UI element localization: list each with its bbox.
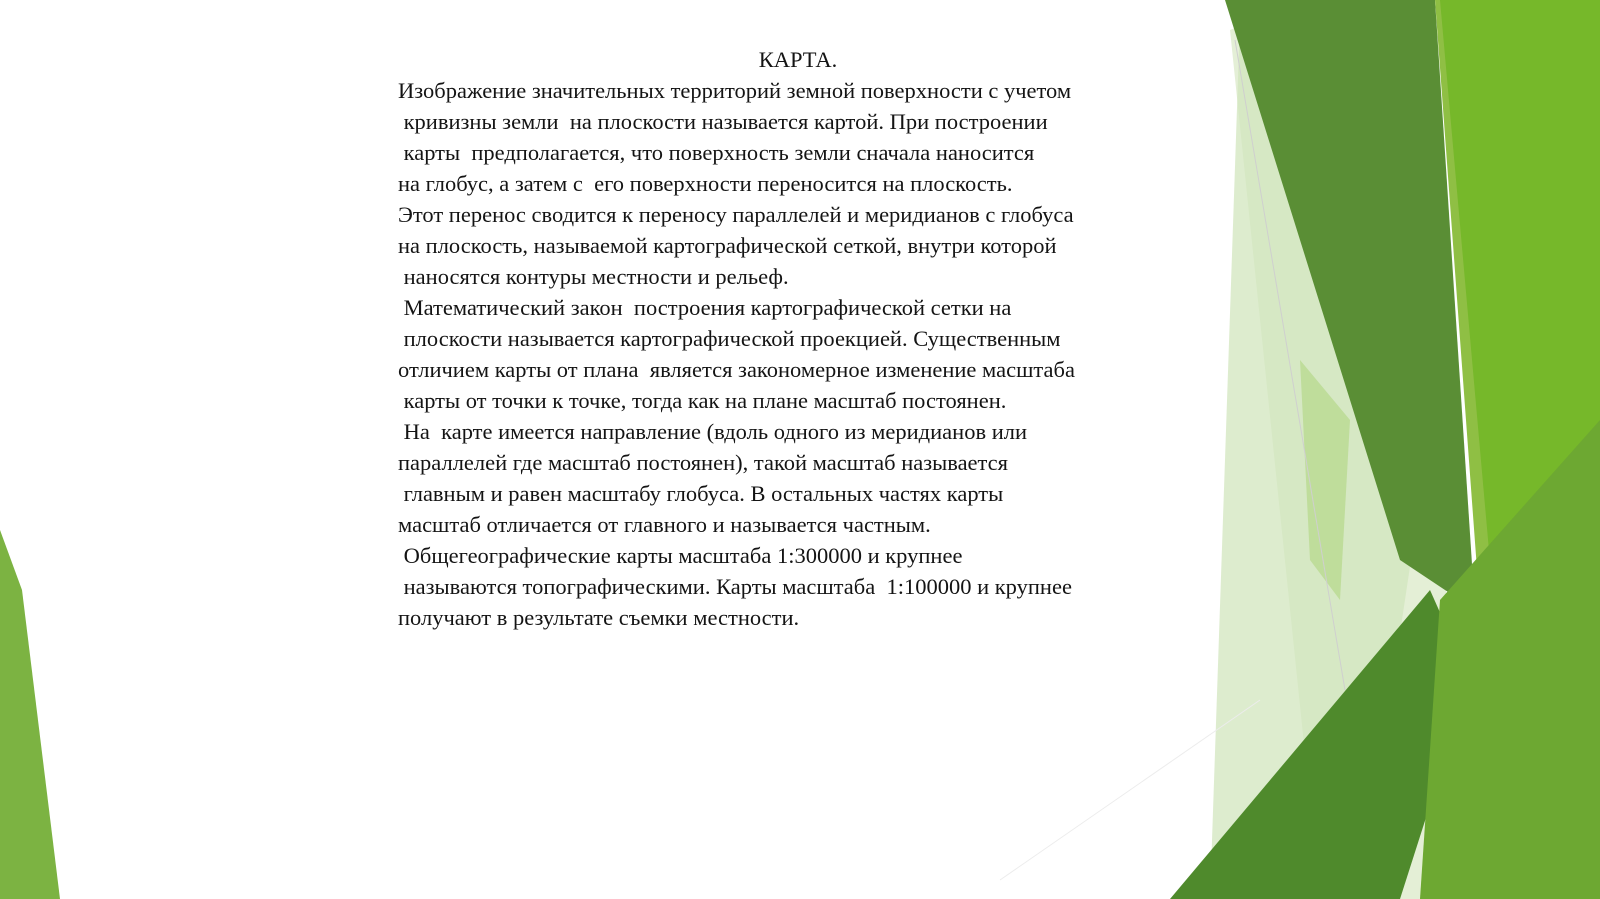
text-line: наносятся контуры местности и рельеф. — [398, 264, 789, 289]
text-line: кривизны земли на плоскости называется картой. При построении — [398, 109, 1048, 134]
text-line: на плоскость, называемой картографической сеткой, внутри которой — [398, 233, 1057, 258]
text-content — [398, 44, 1198, 633]
text-line: плоскости называется картографической проекцией. Существенным — [398, 326, 1061, 351]
text-line: карты от точки к точке, тогда как на плане масштаб постоянен. — [398, 388, 1007, 413]
text-line: отличием карты от плана является закономерное изменение масштаба — [398, 357, 1075, 382]
text-line: на глобус, а затем с его поверхности переносится на плоскость. — [398, 171, 1013, 196]
text-line: Математический закон построения картографической сетки на — [398, 295, 1012, 320]
slide-title: КАРТА. — [758, 47, 838, 72]
text-line: параллелей где масштаб постоянен), такой масштаб называется — [398, 450, 1008, 475]
text-line: Этот перенос сводится к переносу параллелей и меридианов с глобуса — [398, 202, 1074, 227]
text-line: главным и равен масштабу глобуса. В остальных частях карты — [398, 481, 1004, 506]
left-green-stripe — [0, 530, 60, 899]
text-line: карты предполагается, что поверхность земли сначала наносится — [398, 140, 1035, 165]
body-text — [398, 75, 1198, 633]
text-line: Изображение значительных территорий земной поверхности с учетом — [398, 78, 1072, 103]
text-line: получают в результате съемки местности. — [398, 605, 800, 630]
text-line: называются топографическими. Карты масштаба 1:100000 и крупнее — [398, 574, 1072, 599]
text-line: масштаб отличается от главного и называется частным. — [398, 512, 931, 537]
text-line: Общегеографические карты масштаба 1:300000 и крупнее — [398, 543, 963, 568]
text-line: На карте имеется направление (вдоль одного из меридианов или — [398, 419, 1028, 444]
